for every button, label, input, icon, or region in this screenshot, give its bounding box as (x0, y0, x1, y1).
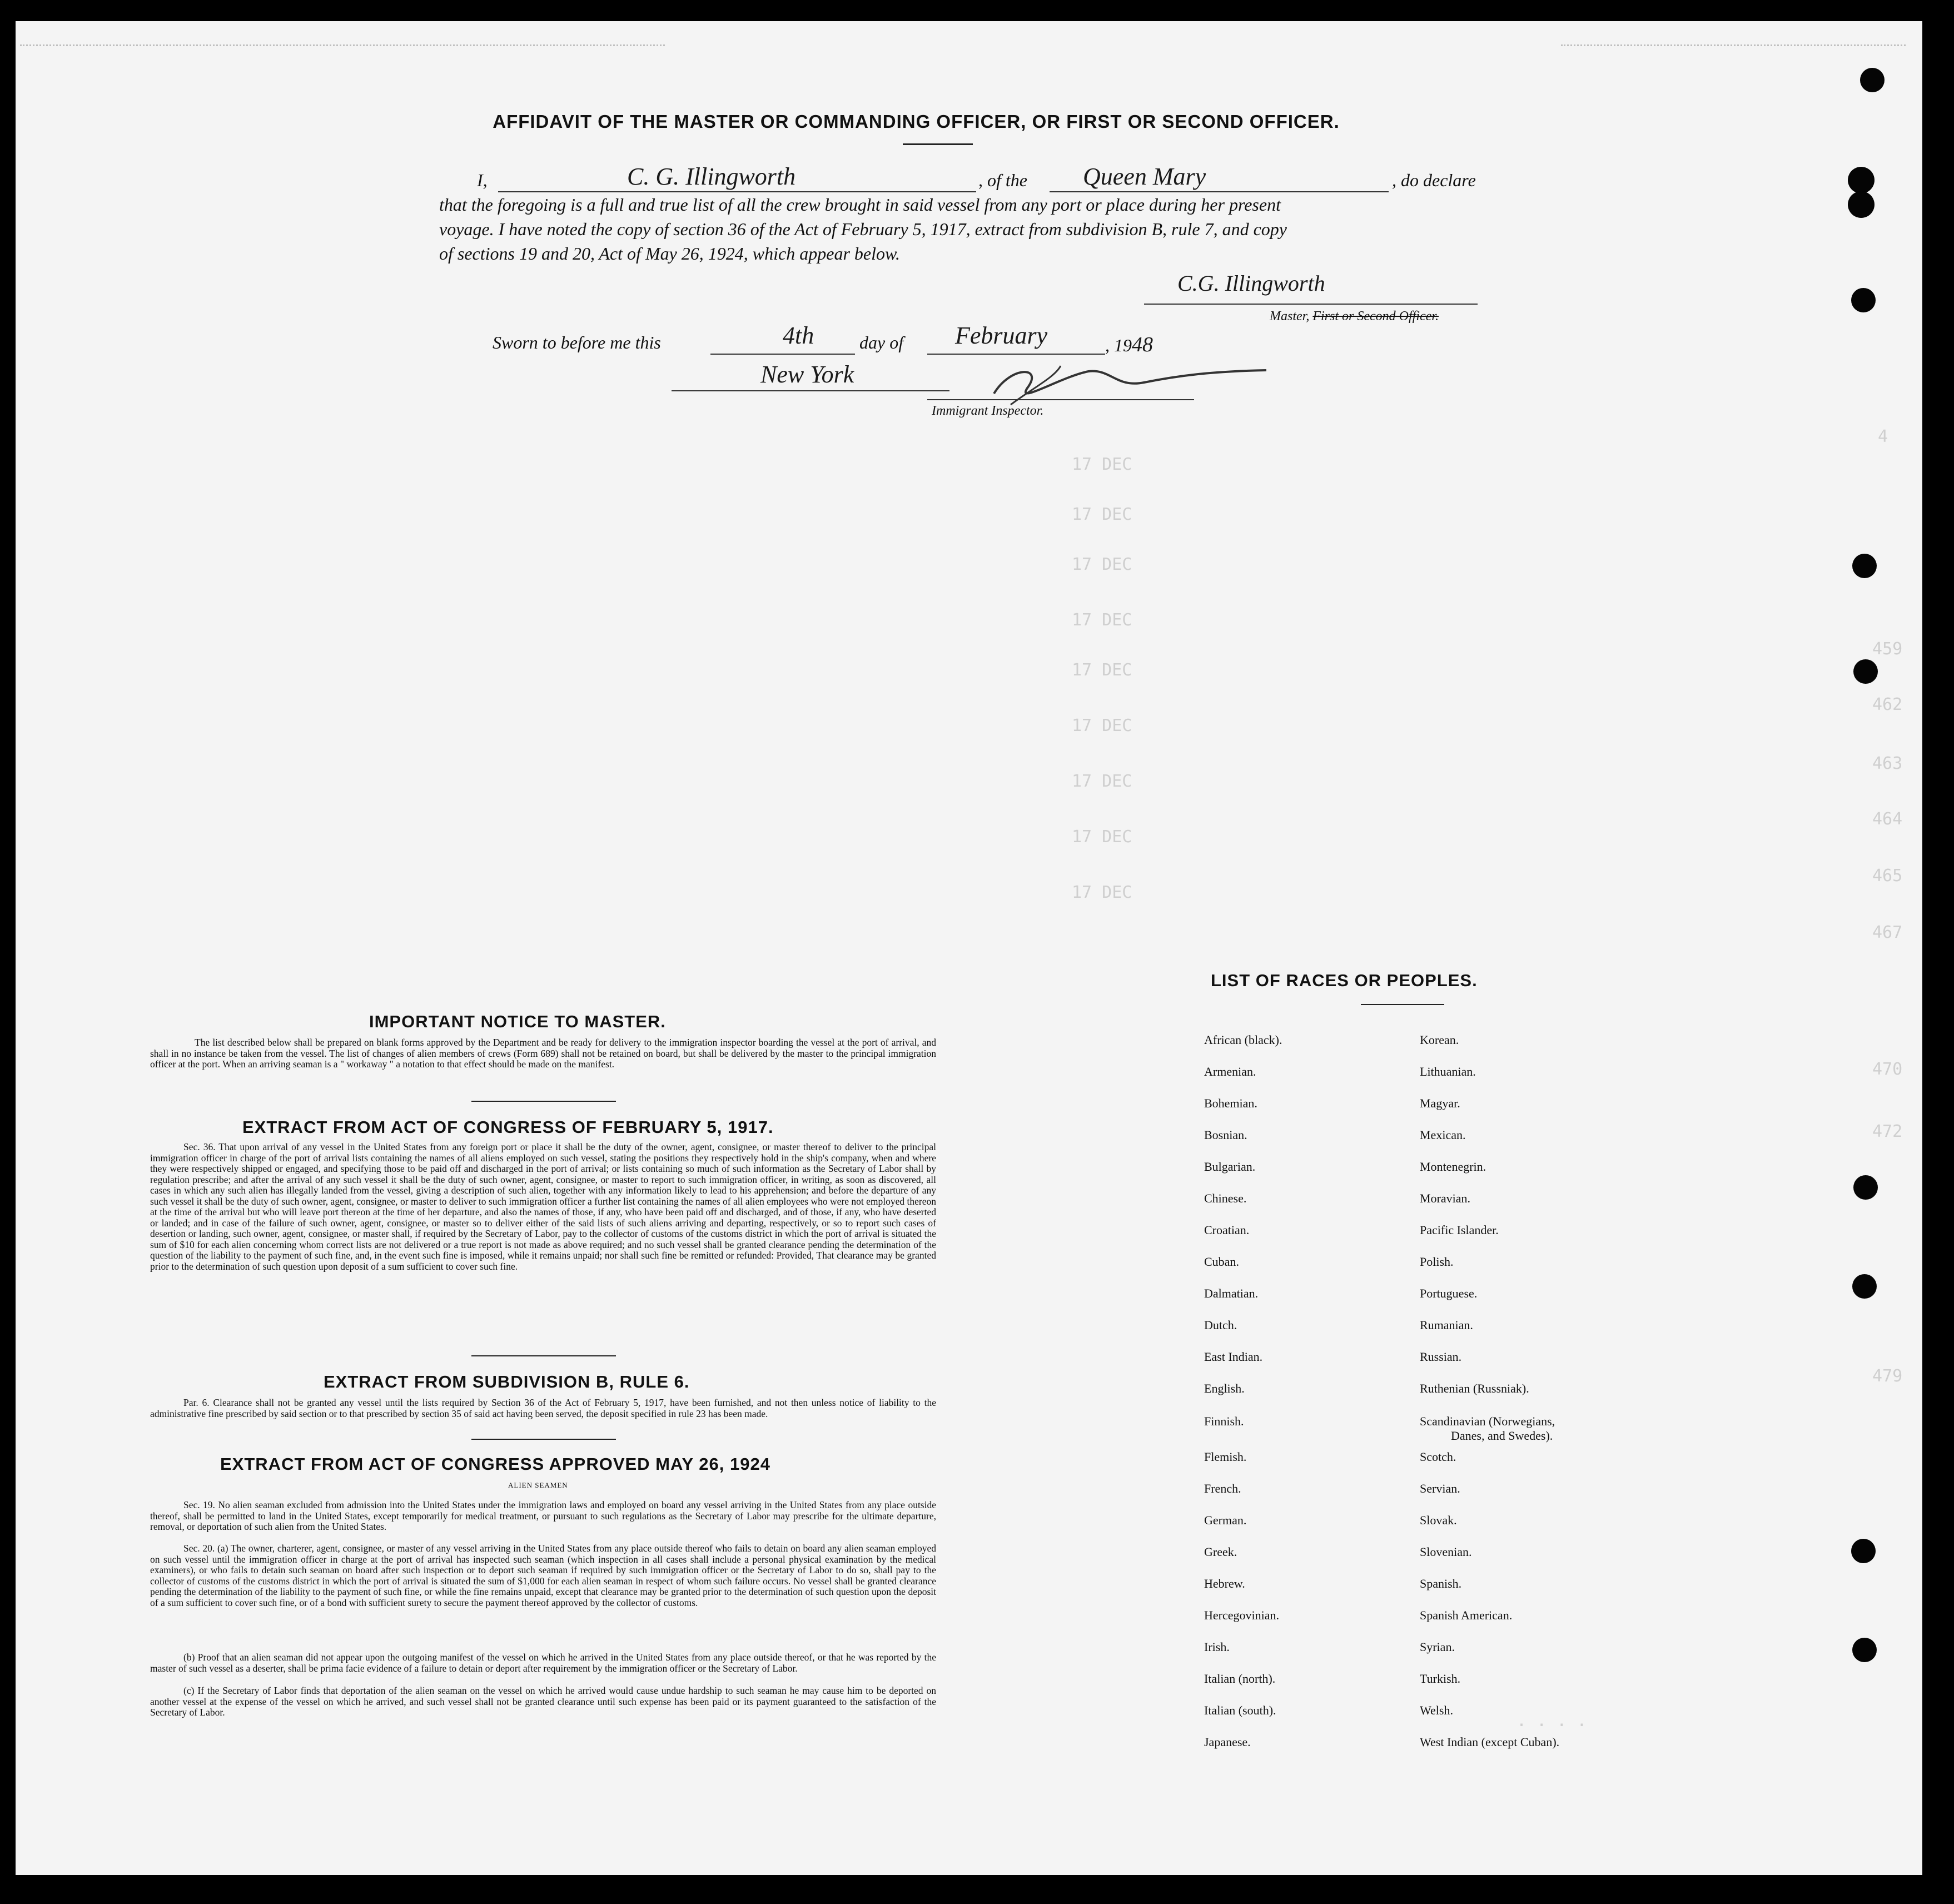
race-item: Slovak. (1420, 1513, 1457, 1527)
do-declare-label: , do declare (1392, 170, 1476, 190)
race-item: Spanish American. (1420, 1608, 1513, 1622)
race-item: French. (1204, 1482, 1241, 1495)
alien-seamen-label: ALIEN SEAMEN (508, 1481, 568, 1489)
sec20b-body: (b) Proof that an alien seaman did not appear upon the outgoing manifest of the vessel on which he arrived in the United States from any place outside thereof, or that he was reported by the master of such vessel as a deserter, shall be prima facie evidence of a failure to detain or deport after requirement by the immigration officer or the Secretary of Labor. (150, 1652, 936, 1674)
race-item: Servian. (1420, 1482, 1460, 1495)
day-of-label: day of (859, 332, 904, 352)
race-item: Bosnian. (1204, 1128, 1247, 1142)
extract-1924-title: EXTRACT FROM ACT OF CONGRESS APPROVED MAY 26, 1924 (220, 1454, 770, 1474)
race-item: African (black). (1204, 1033, 1282, 1047)
sec20c-body: (c) If the Secretary of Labor finds that deportation of the alien seaman on the vessel on which he arrived would cause undue hardship to such seaman he may cause him to be deported on another vessel at the expense of the vessel on which he arrived, and such vessel shall not be granted clearance until such expense has been paid or its payment guaranteed to the satisfaction of the Secretary of Labor. (150, 1685, 936, 1718)
race-item: Italian (north). (1204, 1672, 1276, 1686)
binder-hole (1853, 1175, 1878, 1200)
divider (471, 1355, 616, 1356)
master-signature: C.G. Illingworth (1177, 271, 1325, 296)
race-item: Polish. (1420, 1255, 1454, 1269)
divider (471, 1439, 616, 1440)
race-item: Magyar. (1420, 1096, 1460, 1110)
race-item: Irish. (1204, 1640, 1230, 1654)
binder-hole (1860, 68, 1885, 92)
race-item: Scotch. (1420, 1450, 1456, 1464)
race-item: Cuban. (1204, 1255, 1239, 1269)
affidavit-line-2: that the foregoing is a full and true list of all the crew brought in said vessel from any port or place during her present (439, 195, 1281, 215)
inspector-label: Immigrant Inspector. (932, 404, 1044, 418)
master-title (1270, 309, 1439, 324)
race-item: Rumanian. (1420, 1318, 1473, 1332)
race-item: Japanese. (1204, 1735, 1251, 1749)
document-page: 4 459 462 463 464 465 467 470 472 479 17 DEC 17 DEC 17 DEC 17 DEC 17 DEC 17 DEC 17 DEC 17 DEC 17 DEC . . . . AFFIDAVIT OF THE MASTER OR COMMANDING OFFICER, OR FIRST OR SECOND OFFICER. I, C. G. Illingworth , of the Queen Mary , do declare that the foregoing is a full and true list of all the crew brought in said vessel from any port or place during her present voyage. I have noted the copy of section 36 of the Act of February 5, 1917, extract from subdivision B, rule 7, and copy of sections 19 and 20, Act of May 26, 1924, which appear below. C.G. Illingworth Master, First or Second Officer. Sworn to before me this 4th day of February , 1948 New York Immigrant Inspector. IMPORTANT NOTICE TO MASTER. The list described below shall be prepared on blank forms approved by the Department and be ready for delivery to the immigration inspector boarding the vessel at the port of arrival, and shall in no instance be taken from the vessel. The list of changes of alien members of crews (Form 689) shall not be retained on board, but shall be delivered by the master to the principal immigration officer at the port. When an arriving seaman is a " workaway " a notation to that effect should be made on the manifest. EXTRACT FROM ACT OF CONGRESS OF FEBRUARY 5, 1917. Sec. 36. That upon arrival of any vessel in the United States from any foreign port or place it shall be the duty of the owner, agent, consignee, or master thereof to deliver to the principal immigration officer in charge of the port of arrival lists containing the names of all aliens employed on such vessel, stating the positions they respectively hold in the ship's company, when and where they were respectively shipped or engaged, and specifying those to be paid off and discharged in the port of arrival; or lists containing so much of such information as the Secretary of Labor shall by regulation prescribe; and after the arrival of any such vessel it shall be the duty of such owner, agent, consignee, or master to report to such immigration officer, in writing, as soon as discovered, all cases in which any such alien has illegally landed from the vessel, giving a description of such alien, together with any information likely to lead to his apprehension; and before the departure of any such vessel it shall be the duty of such owner, agent, consignee, or master to deliver to such immigration officer a further list containing the names of all alien employees who were not employed thereon at the time of the arrival but who will leave port thereon at the time of her departure, and also the names of those, if any, who have been paid off and discharged, and of those, if any, who have deserted or landed; and in case of the failure of such owner, agent, consignee, or master so to deliver either of the said lists of such aliens arriving and departing, respectively, or so to report such cases of desertion or landing, such owner, agent, consignee, or master shall, if required by the Secretary of Labor, pay to the collector of customs of the customs district in which the port of arrival is situated the sum of $10 for each alien concerning whom correct lists are not delivered or a true report is not made as above required; and no such vessel shall be granted clearance pending the determination of the question of the liability to the payment of such fine, and, in the event such fine is imposed, while it remains unpaid; nor shall such fine be remitted or refunded: Provided, That clearance may be granted prior to the determination of such question upon deposit of a sum sufficient to cover such fine. EXTRACT FROM SUBDIVISION B, RULE 6. Par. 6. Clearance shall not be granted any vessel until the lists required by Section 36 of the Act of February 5, 1917, have been furnished, and not then unless notice of liability to the administrative fine prescribed by said section or to that prescribed by section 35 of said act having been served, the deposit specified in rule 23 has been made. EXTRACT FROM ACT OF CONGRESS APPROVED MAY 26, 1924 ALIEN SEAMEN Sec. 19. No alien seaman excluded from admission into the United States under the immigration laws and employed on board any vessel arriving in the United States from any place outside thereof, shall be permitted to land in the United States, except temporarily for medical treatment, or pursuant to such regulations as the Secretary of Labor may prescribe for the ultimate departure, removal, or deportation of such alien from the United States. Sec. 20. (a) The owner, charterer, agent, consignee, or master of any vessel arriving in the United States from any place outside thereof who fails to detain on board any alien seaman employed on such vessel until the immigration officer in charge at the port of arrival has inspected such seaman (which inspection in all cases shall include a personal physical examination by the medical examiners), or who fails to detain such seaman on board after such inspection or to deport such seaman if required by such immigration officer or the Secretary of Labor to do so, shall pay to the collector of customs of the customs district in which the port of arrival is situated the sum of $1,000 for each alien seaman in respect of whom such failure occurs. No vessel shall be granted clearance pending the determination of the liability to the payment of such fine, or while the fine remains unpaid, except that clearance may be granted prior to the determination of such question upon the deposit of a sum sufficient to cover such fine, or of a bond with sufficient surety to secure the payment thereof approved by the collector of customs. (b) Proof that an alien seaman did not appear upon the outgoing manifest of the vessel on which he arrived in the United States from any place outside thereof, or that he was reported by the master of such vessel as a deserter, shall be prima facie evidence of a failure to detain or deport after requirement by the immigration officer or the Secretary of Labor. (c) If the Secretary of Labor finds that deportation of the alien seaman on the vessel on which he arrived would cause undue hardship to such seaman he may cause him to be deported on another vessel at the expense of the vessel on which he arrived, and such vessel shall not be granted clearance until such expense has been paid or its payment guaranteed to the satisfaction of the Secretary of Labor. LIST OF RACES OR PEOPLES. African (black). Armenian. Bohemian. Bosnian. Bulgarian. Chinese. Croatian. Cuban. Dalmatian. Dutch. East Indian. English. Finnish. Flemish. French. German. Greek. Hebrew. Hercegovinian. Irish. Italian (north). Italian (south). Japanese. Korean. Lithuanian. Magyar. Mexican. Montenegrin. Moravian. Pacific Islander. Polish. Portuguese. Rumanian. Russian. Ruthenian (Russniak). Scandinavian (Norwegians, Danes, and Swedes). Scotch. Servian. Slovak. Slovenian. Spanish. Spanish American. Syrian. Turkish. Welsh. West Indian (except Cuban). (16, 21, 1922, 1875)
signature-line (1144, 304, 1478, 305)
race-item: Hebrew. (1204, 1577, 1245, 1590)
race-item: Scandinavian (Norwegians, (1420, 1414, 1555, 1428)
affidavit-title: AFFIDAVIT OF THE MASTER OR COMMANDING OFFICER, OR FIRST OR SECOND OFFICER. (493, 111, 1340, 132)
race-item: Bulgarian. (1204, 1160, 1256, 1174)
race-item: German. (1204, 1513, 1247, 1527)
race-item: East Indian. (1204, 1350, 1263, 1364)
race-item: Korean. (1420, 1033, 1459, 1047)
race-item: Welsh. (1420, 1703, 1453, 1717)
race-item: Danes, and Swedes). (1451, 1429, 1553, 1443)
race-item: West Indian (except Cuban). (1420, 1735, 1560, 1749)
year-value: 48 (1132, 333, 1153, 356)
master-name: C. G. Illingworth (627, 163, 796, 190)
race-item: Dutch. (1204, 1318, 1237, 1332)
day-value: 4th (783, 322, 814, 349)
races-underline (1361, 1004, 1444, 1005)
race-item: Syrian. (1420, 1640, 1455, 1654)
race-item: Montenegrin. (1420, 1160, 1486, 1174)
inspector-line (927, 399, 1194, 400)
master-name-line (498, 191, 976, 192)
year-separator: , 19 (1105, 335, 1132, 355)
day-line (710, 354, 855, 355)
sec19-body: Sec. 19. No alien seaman excluded from admission into the United States under the immigration laws and employed on board any vessel arriving in the United States from any place outside thereof, shall be permitted to land in the United States, except temporarily for medical treatment, or pursuant to such regulations as the Secretary of Labor may prescribe for the ultimate departure, removal, or deportation of such alien from the United States. (150, 1499, 936, 1532)
vessel-name: Queen Mary (1083, 163, 1206, 190)
race-item: Pacific Islander. (1420, 1223, 1499, 1237)
race-item: Chinese. (1204, 1191, 1247, 1205)
top-perforation (20, 44, 665, 53)
notice-body: The list described below shall be prepared on blank forms approved by the Department and be ready for delivery to the immigration inspector boarding the vessel at the port of arrival, and shall in no instance be taken from the vessel. The list of changes of alien members of crews (Form 689) shall not be retained on board, but shall be delivered by the master to the principal immigration officer at the port. When an arriving seaman is a " workaway " a notation to that effect should be made on the manifest. (150, 1037, 936, 1070)
race-item: Russian. (1420, 1350, 1462, 1364)
extract-1917-body: Sec. 36. That upon arrival of any vessel in the United States from any foreign port or place it shall be the duty of the owner, agent, consignee, or master thereof to deliver to the principal immigration officer in charge of the port of arrival lists containing the names of all aliens employed on such vessel, stating the positions they respectively hold in the ship's company, when and where they were respectively shipped or engaged, and specifying those to be paid off and discharged in the port of arrival; or lists containing so much of such information as the Secretary of Labor shall by regulation prescribe; and after the arrival of any such vessel it shall be the duty of such owner, agent, consignee, or master to report to such immigration officer, in writing, as soon as discovered, all cases in which any such alien has illegally landed from the vessel, giving a description of such alien, together with any information likely to lead to his apprehension; and before the departure of any such vessel it shall be the duty of such owner, agent, consignee, or master to deliver to such immigration officer a further list containing the names of all alien employees who were not employed thereon at the time of the arrival but who will leave port thereon at the time of her departure, and also the names of those, if any, who have been paid off and discharged, and of those, if any, who have deserted or landed; and in case of the failure of such owner, agent, consignee, or master so to deliver either of the said lists of such aliens arriving and departing, respectively, or so to report such cases of desertion or landing, such owner, agent, consignee, or master shall, if required by the Secretary of Labor, pay to the collector of customs of the customs district in which the port of arrival is situated the sum of $10 for each alien concerning whom correct lists are not delivered or a true report is not made as above required; and no such vessel shall be granted clearance pending the determination of the question of the liability to the payment of such fine, and, in the event such fine is imposed, while it remains unpaid; nor shall such fine be remitted or refunded: Provided, That clearance may be granted prior to the determination of such question upon deposit of a sum sufficient to cover such fine. (150, 1141, 936, 1272)
rule6-title: EXTRACT FROM SUBDIVISION B, RULE 6. (324, 1372, 690, 1391)
race-item: Hercegovinian. (1204, 1608, 1279, 1622)
first-second-officer-struck: First or Second Officer. (1312, 309, 1439, 324)
binder-hole (1848, 191, 1875, 218)
race-item: Slovenian. (1420, 1545, 1472, 1559)
race-item: Croatian. (1204, 1223, 1250, 1237)
races-title: LIST OF RACES OR PEOPLES. (1211, 971, 1478, 990)
notice-title: IMPORTANT NOTICE TO MASTER. (369, 1012, 666, 1031)
of-the-label: , of the (978, 170, 1027, 190)
binder-hole (1852, 1638, 1877, 1662)
binder-hole (1853, 659, 1878, 684)
sworn-label: Sworn to before me this (493, 332, 661, 352)
race-item: Lithuanian. (1420, 1065, 1476, 1078)
race-item: Turkish. (1420, 1672, 1461, 1686)
master-label: Master, (1270, 309, 1310, 324)
race-item: English. (1204, 1381, 1245, 1395)
race-item: Mexican. (1420, 1128, 1466, 1142)
sec20a-body: Sec. 20. (a) The owner, charterer, agent, consignee, or master of any vessel arriving in the United States from any place outside thereof who fails to detain on board any alien seaman employed on such vessel until the immigration officer in charge at the port of arrival has inspected such seaman (which inspection in all cases shall include a personal physical examination by the medical examiners), or who fails to detain such seaman on board after such inspection or to deport such seaman if required by such immigration officer or the Secretary of Labor to do so, shall pay to the collector of customs of the customs district in which the port of arrival is situated the sum of $1,000 for each alien seaman in respect of whom such failure occurs. No vessel shall be granted clearance pending the determination of the liability to the payment of such fine, or while the fine remains unpaid, except that clearance may be granted prior to the determination of such question upon the deposit of a sum sufficient to cover such fine, or of a bond with sufficient surety to secure the payment thereof approved by the collector of customs. (150, 1543, 936, 1608)
rule6-body: Par. 6. Clearance shall not be granted any vessel until the lists required by Section 36 of the Act of February 5, 1917, have been furnished, and not then unless notice of liability to the administrative fine prescribed by said section or to that prescribed by section 35 of said act having been served, the deposit specified in rule 23 has been made. (150, 1397, 936, 1419)
vessel-name-line (1050, 191, 1389, 192)
race-item: Spanish. (1420, 1577, 1462, 1590)
binder-hole (1852, 554, 1877, 578)
top-perforation-right (1561, 44, 1906, 53)
affidavit-i-label: I, (477, 170, 488, 190)
race-item: Flemish. (1204, 1450, 1247, 1464)
race-item: Italian (south). (1204, 1703, 1276, 1717)
affidavit-line-3: voyage. I have noted the copy of section 36 of the Act of February 5, 1917, extract from subdivision B, rule 7, and copy (439, 219, 1287, 239)
race-item: Portuguese. (1420, 1286, 1478, 1300)
affidavit-line-4: of sections 19 and 20, Act of May 26, 1924, which appear below. (439, 243, 900, 264)
title-underline (903, 143, 973, 145)
race-item: Ruthenian (Russniak). (1420, 1381, 1529, 1395)
binder-hole (1852, 1274, 1877, 1299)
race-item: Bohemian. (1204, 1096, 1257, 1110)
binder-hole (1851, 1539, 1876, 1563)
race-item: Finnish. (1204, 1414, 1244, 1428)
race-item: Dalmatian. (1204, 1286, 1259, 1300)
divider (471, 1101, 616, 1102)
race-item: Moravian. (1420, 1191, 1471, 1205)
place: New York (760, 361, 854, 388)
place-line (672, 390, 949, 391)
extract-1917-title: EXTRACT FROM ACT OF CONGRESS OF FEBRUARY 5, 1917. (242, 1117, 774, 1137)
race-item: Greek. (1204, 1545, 1237, 1559)
binder-hole (1851, 288, 1876, 312)
year-prefix (1105, 332, 1153, 357)
binder-hole (1848, 167, 1875, 193)
race-item: Armenian. (1204, 1065, 1256, 1078)
month-value: February (955, 322, 1048, 349)
